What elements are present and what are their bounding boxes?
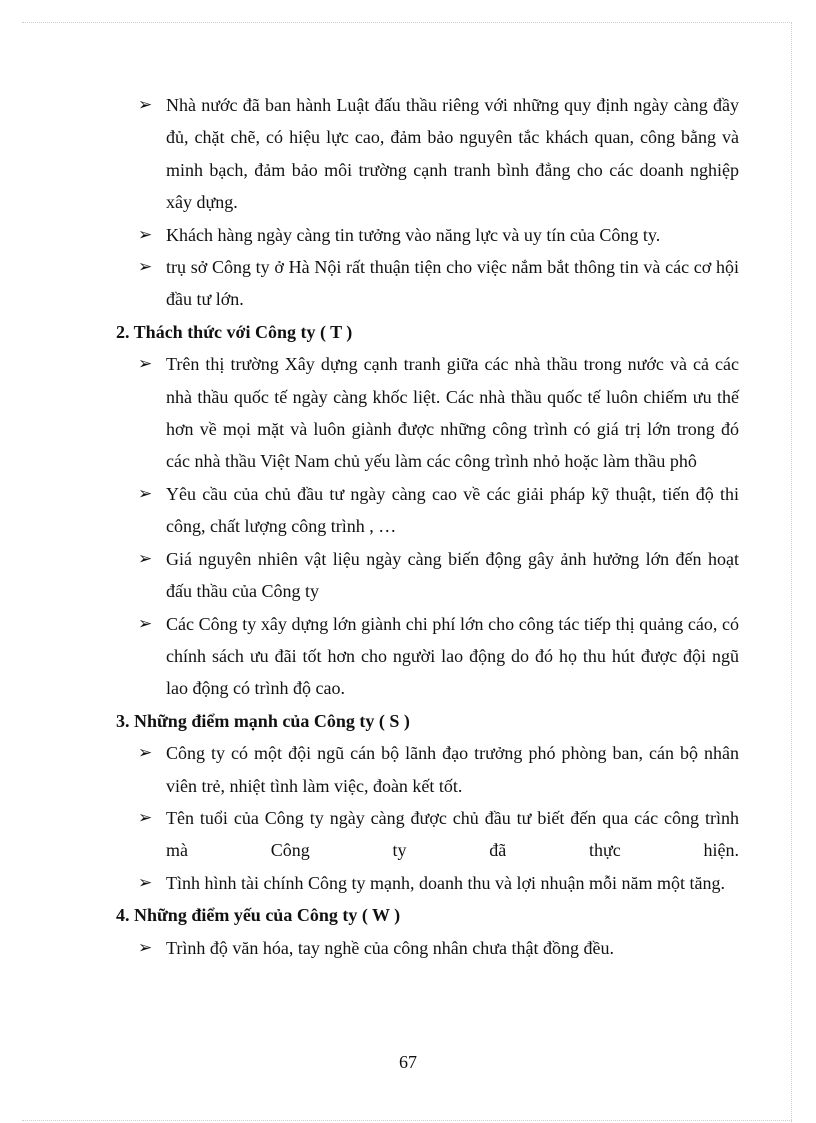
list-item-text: Tình hình tài chính Công ty mạnh, doanh thu và lợi nhuận mỗi năm một tăng.: [166, 872, 725, 893]
list-item-text: Yêu cầu của chủ đầu tư ngày càng cao về các giải pháp kỹ thuật, tiến độ thi công, chất lượng công trình , …: [166, 483, 739, 537]
list-item: [138, 608, 739, 705]
list-item: [138, 251, 739, 316]
page-number: 67: [399, 1052, 417, 1072]
list-item: [138, 802, 739, 867]
list-item-text: Trên thị trường Xây dựng cạnh tranh giữa các nhà thầu trong nước và cả các nhà thầu quốc tế ngày càng khốc liệt. Các nhà thầu quốc tế luôn chiếm ưu thế hơn về mọi mặt và luôn giành được những công trình có giá trị lớn trong đó các nhà thầu Việt Nam chủ yếu làm các công trình nhỏ hoặc làm thầu phô: [166, 354, 739, 472]
list-item-text: Nhà nước đã ban hành Luật đấu thầu riêng với những quy định ngày càng đầy đủ, chặt chẽ, có hiệu lực cao, đảm bảo nguyên tắc khách quan, công bằng và minh bạch, đảm bảo môi trường cạnh tranh bình đẳng cho các doanh nghiệp xây dựng.: [166, 95, 739, 213]
arrow-bullet-icon: ➢: [138, 743, 153, 764]
section-heading-strengths: 3. Những điểm mạnh của Công ty ( S ): [116, 710, 410, 731]
arrow-bullet-icon: ➢: [138, 937, 153, 958]
list-item-text: Các Công ty xây dựng lớn giành chi phí lớn cho công tác tiếp thị quảng cáo, có chính sách ưu đãi tốt hơn cho người lao động do đó họ thu hút được đội ngũ lao động có trình độ cao.: [166, 613, 739, 699]
arrow-bullet-icon: ➢: [138, 483, 153, 504]
list-item: [138, 219, 739, 251]
list-item: [138, 543, 739, 608]
list-item: [138, 737, 739, 802]
list-item: [138, 932, 739, 964]
arrow-bullet-icon: ➢: [138, 95, 153, 115]
list-item-text: Trình độ văn hóa, tay nghề của công nhân chưa thật đồng đều.: [166, 937, 614, 958]
list-item: [138, 89, 739, 219]
section-heading-threats: 2. Thách thức với Công ty ( T ): [116, 321, 353, 342]
arrow-bullet-icon: ➢: [138, 224, 153, 245]
arrow-bullet-icon: ➢: [138, 872, 153, 893]
list-item-text: Khách hàng ngày càng tin tưởng vào năng lực và uy tín của Công ty.: [166, 224, 661, 245]
section-heading-weaknesses: 4. Những điểm yếu của Công ty ( W ): [116, 905, 401, 926]
arrow-bullet-icon: ➢: [138, 807, 153, 828]
bottom-dotted-rule: [22, 1120, 792, 1121]
list-item-text: trụ sở Công ty ở Hà Nội rất thuận tiện cho việc nắm bắt thông tin và các cơ hội đầu tư lớn.: [166, 257, 739, 310]
arrow-bullet-icon: ➢: [138, 548, 153, 569]
list-item-text: Giá nguyên nhiên vật liệu ngày càng biến động gây ảnh hưởng lớn đến hoạt đấu thầu của Công ty: [166, 548, 739, 602]
page-content: [0, 89, 816, 964]
list-item-text: Công ty có một đội ngũ cán bộ lãnh đạo trưởng phó phòng ban, cán bộ nhân viên trẻ, nhiệt tình làm việc, đoàn kết tốt.: [166, 743, 739, 796]
arrow-bullet-icon: ➢: [138, 613, 153, 634]
list-item: [138, 348, 739, 478]
list-item: [138, 478, 739, 543]
list-item: [138, 867, 739, 899]
list-item-text: Tên tuổi của Công ty ngày càng được chủ đầu tư biết đến qua các công trình mà Công ty đã thực hiện.: [166, 807, 739, 861]
arrow-bullet-icon: ➢: [138, 257, 153, 278]
arrow-bullet-icon: ➢: [138, 354, 153, 375]
